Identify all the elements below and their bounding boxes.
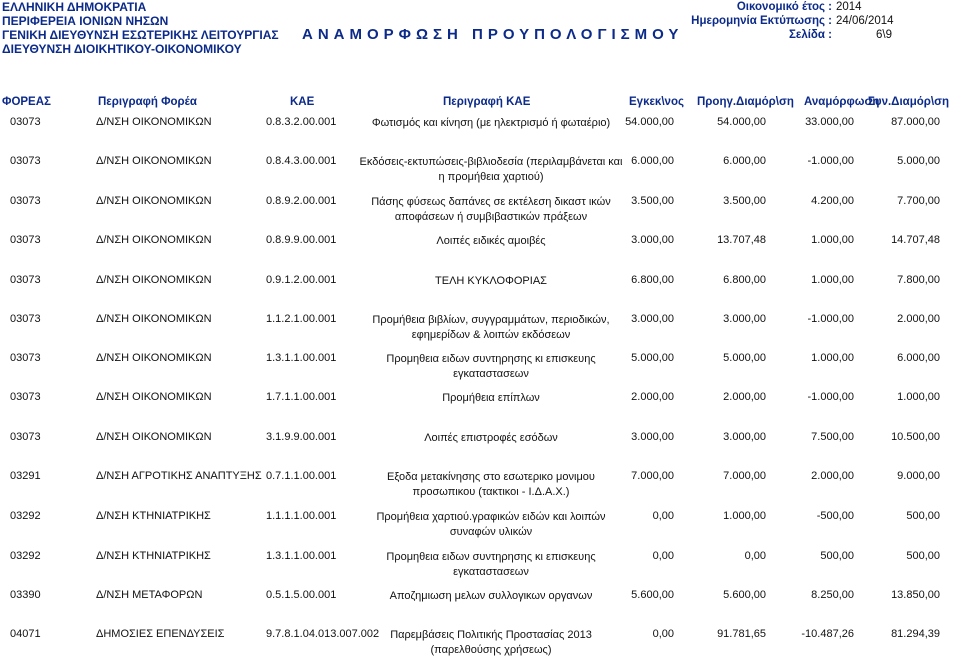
cell-approved: 0,00 xyxy=(652,628,674,640)
cell-kae: 9.7.8.1.04.013.007.002 xyxy=(266,628,380,640)
header-kae-desc: Περιγραφή ΚΑΕ xyxy=(443,96,531,108)
cell-prev: 54.000,00 xyxy=(717,116,766,128)
cell-total: 1.000,00 xyxy=(897,391,940,403)
cell-foreas: 03073 xyxy=(10,274,41,286)
org-line: ΔΙΕΥΘΥΝΣΗ ΔΙΟΙΚΗΤΙΚΟΥ-ΟΙΚΟΝΟΜΙΚΟΥ xyxy=(2,42,242,56)
cell-foreas-desc: Δ/ΝΣΗ ΟΙΚΟΝΟΜΙΚΩΝ xyxy=(96,116,212,128)
header-approved: Εγκεκ\νος xyxy=(629,96,684,108)
header-total: Συν.Διαμόρ\ση xyxy=(868,96,949,108)
header-kae: ΚΑΕ xyxy=(290,96,315,108)
report-title: ΑΝΑΜΟΡΦΩΣΗ ΠΡΟΥΠΟΛΟΓΙΣΜΟΥ xyxy=(302,26,684,43)
cell-amendment: -1.000,00 xyxy=(807,313,854,325)
cell-kae-desc: Λοιπές ειδικές αμοιβές xyxy=(436,235,546,247)
cell-kae-desc: Προμηθεια ειδων συντηρησης κι επισκευης εγκαταστασεων xyxy=(386,353,596,380)
cell-kae: 1.1.2.1.00.001 xyxy=(266,313,337,325)
cell-total: 500,00 xyxy=(906,550,940,562)
cell-total: 81.294,39 xyxy=(891,628,940,640)
cell-foreas: 04071 xyxy=(10,628,41,640)
cell-kae: 1.3.1.1.00.001 xyxy=(266,352,337,364)
cell-approved: 6.000,00 xyxy=(631,155,674,167)
cell-kae: 0.7.1.1.00.001 xyxy=(266,470,337,482)
cell-foreas-desc: Δ/ΝΣΗ ΟΙΚΟΝΟΜΙΚΩΝ xyxy=(96,431,212,443)
cell-amendment: 7.500,00 xyxy=(811,431,854,443)
fiscal-year-value: 2014 xyxy=(836,1,862,13)
cell-approved: 3.000,00 xyxy=(631,313,674,325)
column-headers xyxy=(0,92,960,113)
cell-kae-desc: Πάσης φύσεως δαπάνες σε εκτέλεση δικαστ ικών αποφάσεων ή συμβιβαστικών πράξεων xyxy=(371,196,611,223)
cell-approved: 3.000,00 xyxy=(631,234,674,246)
cell-amendment: 33.000,00 xyxy=(805,116,854,128)
org-line: ΕΛΛΗΝΙΚΗ ΔΗΜΟΚΡΑΤΙΑ xyxy=(2,0,147,14)
report-meta xyxy=(660,0,960,42)
cell-foreas: 03073 xyxy=(10,313,41,325)
cell-approved: 3.500,00 xyxy=(631,195,674,207)
cell-foreas: 03292 xyxy=(10,510,41,522)
organization-header xyxy=(2,0,279,56)
cell-foreas: 03073 xyxy=(10,195,41,207)
cell-kae-desc: Αποζημιωση μελων συλλογικων οργανων xyxy=(389,590,593,602)
cell-prev: 3.500,00 xyxy=(723,195,766,207)
cell-kae-desc: Εκδόσεις-εκτυπώσεις-βιβλιοδεσία (περιλαμβάνεται και η προμήθεια χαρτιού) xyxy=(359,156,623,183)
cell-foreas-desc: Δ/ΝΣΗ ΟΙΚΟΝΟΜΙΚΩΝ xyxy=(96,234,212,246)
cell-foreas: 03073 xyxy=(10,155,41,167)
cell-approved: 5.000,00 xyxy=(631,352,674,364)
cell-prev: 91.781,65 xyxy=(717,628,766,640)
cell-kae: 3.1.9.9.00.001 xyxy=(266,431,337,443)
fiscal-year-label: Οικονομικό έτος : xyxy=(736,1,832,13)
cell-kae: 1.1.1.1.00.001 xyxy=(266,510,337,522)
cell-kae-desc: Προμήθεια βιβλίων, συγγραμμάτων, περιοδικών, εφημερίδων & λοιπών εκδόσεων xyxy=(372,314,610,341)
cell-kae-desc: Παρεμβάσεις Πολιτικής Προστασίας 2013 (παρελθούσης χρήσεως) xyxy=(390,629,592,656)
cell-total: 5.000,00 xyxy=(897,155,940,167)
cell-total: 87.000,00 xyxy=(891,116,940,128)
cell-approved: 3.000,00 xyxy=(631,431,674,443)
cell-foreas: 03292 xyxy=(10,550,41,562)
cell-foreas: 03390 xyxy=(10,589,41,601)
cell-total: 14.707,48 xyxy=(891,234,940,246)
cell-kae: 0.5.1.5.00.001 xyxy=(266,589,337,601)
org-line: ΠΕΡΙΦΕΡΕΙΑ ΙΟΝΙΩΝ ΝΗΣΩΝ xyxy=(2,14,169,28)
cell-amendment: 8.250,00 xyxy=(811,589,854,601)
cell-prev: 7.000,00 xyxy=(723,470,766,482)
header-foreas: ΦΟΡΕΑΣ xyxy=(2,96,51,108)
cell-foreas-desc: Δ/ΝΣΗ ΟΙΚΟΝΟΜΙΚΩΝ xyxy=(96,195,212,207)
cell-kae-desc: Προμήθεια χαρτιού.γραφικών ειδών και λοιπών συναφών υλικών xyxy=(376,511,606,538)
cell-amendment: 1.000,00 xyxy=(811,234,854,246)
cell-foreas-desc: Δ/ΝΣΗ ΟΙΚΟΝΟΜΙΚΩΝ xyxy=(96,391,212,403)
cell-foreas-desc: Δ/ΝΣΗ ΟΙΚΟΝΟΜΙΚΩΝ xyxy=(96,352,212,364)
cell-foreas-desc: Δ/ΝΣΗ ΟΙΚΟΝΟΜΙΚΩΝ xyxy=(96,274,212,286)
cell-amendment: -10.487,26 xyxy=(801,628,854,640)
cell-foreas-desc: Δ/ΝΣΗ ΚΤΗΝΙΑΤΡΙΚΗΣ xyxy=(96,550,211,562)
cell-prev: 13.707,48 xyxy=(717,234,766,246)
page-label: Σελίδα : xyxy=(788,29,832,41)
header-foreas-desc: Περιγραφή Φορέα xyxy=(98,96,197,108)
cell-total: 7.800,00 xyxy=(897,274,940,286)
header-prev: Προηγ.Διαμόρ\ση xyxy=(697,96,794,108)
cell-amendment: 1.000,00 xyxy=(811,352,854,364)
cell-total: 500,00 xyxy=(906,510,940,522)
cell-kae: 1.3.1.1.00.001 xyxy=(266,550,337,562)
cell-kae: 0.8.9.9.00.001 xyxy=(266,234,337,246)
cell-foreas-desc: ΔΗΜΟΣΙΕΣ ΕΠΕΝΔΥΣΕΙΣ xyxy=(96,628,225,640)
cell-amendment: 1.000,00 xyxy=(811,274,854,286)
cell-foreas: 03073 xyxy=(10,234,41,246)
cell-approved: 54.000,00 xyxy=(625,116,674,128)
cell-kae-desc: Εξοδα μετακίνησης στο εσωτερικο μονιμου προσωπικου (τακτικοι - Ι.Δ.Α.Χ.) xyxy=(387,471,595,498)
cell-approved: 6.800,00 xyxy=(631,274,674,286)
cell-prev: 5.600,00 xyxy=(723,589,766,601)
cell-prev: 5.000,00 xyxy=(723,352,766,364)
cell-kae: 0.9.1.2.00.001 xyxy=(266,274,337,286)
cell-total: 10.500,00 xyxy=(891,431,940,443)
print-date-value: 24/06/2014 xyxy=(836,15,894,27)
cell-foreas-desc: Δ/ΝΣΗ ΟΙΚΟΝΟΜΙΚΩΝ xyxy=(96,313,212,325)
cell-amendment: -1.000,00 xyxy=(807,391,854,403)
cell-amendment: 500,00 xyxy=(820,550,854,562)
cell-foreas: 03073 xyxy=(10,116,41,128)
cell-foreas-desc: Δ/ΝΣΗ ΚΤΗΝΙΑΤΡΙΚΗΣ xyxy=(96,510,211,522)
cell-kae: 0.8.9.2.00.001 xyxy=(266,195,337,207)
cell-prev: 2.000,00 xyxy=(723,391,766,403)
cell-prev: 3.000,00 xyxy=(723,431,766,443)
cell-approved: 0,00 xyxy=(652,510,674,522)
cell-prev: 0,00 xyxy=(744,550,766,562)
cell-approved: 5.600,00 xyxy=(631,589,674,601)
cell-approved: 2.000,00 xyxy=(631,391,674,403)
cell-kae-desc: Προμήθεια επίπλων xyxy=(442,392,540,404)
cell-kae-desc: Φωτισμός και κίνηση (με ηλεκτρισμό ή φωταέριο) xyxy=(371,117,611,129)
cell-foreas: 03291 xyxy=(10,470,41,482)
org-line: ΓΕΝΙΚΗ ΔΙΕΥΘΥΝΣΗ ΕΣΩΤΕΡΙΚΗΣ ΛΕΙΤΟΥΡΓΙΑΣ xyxy=(2,28,279,42)
cell-kae: 0.8.3.2.00.001 xyxy=(266,116,337,128)
cell-kae: 1.7.1.1.00.001 xyxy=(266,391,337,403)
cell-amendment: -500,00 xyxy=(816,510,854,522)
cell-prev: 6.800,00 xyxy=(723,274,766,286)
header-amendment: Αναμόρφωση xyxy=(804,96,880,108)
cell-kae-desc: Λοιπές επιστροφές εσόδων xyxy=(424,432,558,444)
cell-amendment: -1.000,00 xyxy=(807,155,854,167)
cell-foreas-desc: Δ/ΝΣΗ ΜΕΤΑΦΟΡΩΝ xyxy=(96,589,203,601)
cell-kae: 0.8.4.3.00.001 xyxy=(266,155,337,167)
cell-foreas: 03073 xyxy=(10,431,41,443)
cell-foreas-desc: Δ/ΝΣΗ ΑΓΡΟΤΙΚΗΣ ΑΝΑΠΤΥΞΗΣ xyxy=(96,470,262,482)
print-date-label: Ημερομηνία Εκτύπωσης : xyxy=(691,15,832,27)
page-value: 6\9 xyxy=(876,29,892,41)
cell-total: 13.850,00 xyxy=(891,589,940,601)
cell-total: 9.000,00 xyxy=(897,470,940,482)
cell-amendment: 2.000,00 xyxy=(811,470,854,482)
cell-total: 6.000,00 xyxy=(897,352,940,364)
cell-foreas-desc: Δ/ΝΣΗ ΟΙΚΟΝΟΜΙΚΩΝ xyxy=(96,155,212,167)
cell-kae-desc: Προμηθεια ειδων συντηρησης κι επισκευης εγκαταστασεων xyxy=(386,551,596,578)
cell-prev: 3.000,00 xyxy=(723,313,766,325)
cell-amendment: 4.200,00 xyxy=(811,195,854,207)
cell-total: 7.700,00 xyxy=(897,195,940,207)
cell-approved: 7.000,00 xyxy=(631,470,674,482)
cell-kae-desc: ΤΕΛΗ ΚΥΚΛΟΦΟΡΙΑΣ xyxy=(435,275,547,287)
cell-total: 2.000,00 xyxy=(897,313,940,325)
cell-prev: 6.000,00 xyxy=(723,155,766,167)
cell-foreas: 03073 xyxy=(10,352,41,364)
cell-approved: 0,00 xyxy=(652,550,674,562)
cell-foreas: 03073 xyxy=(10,391,41,403)
cell-prev: 1.000,00 xyxy=(723,510,766,522)
